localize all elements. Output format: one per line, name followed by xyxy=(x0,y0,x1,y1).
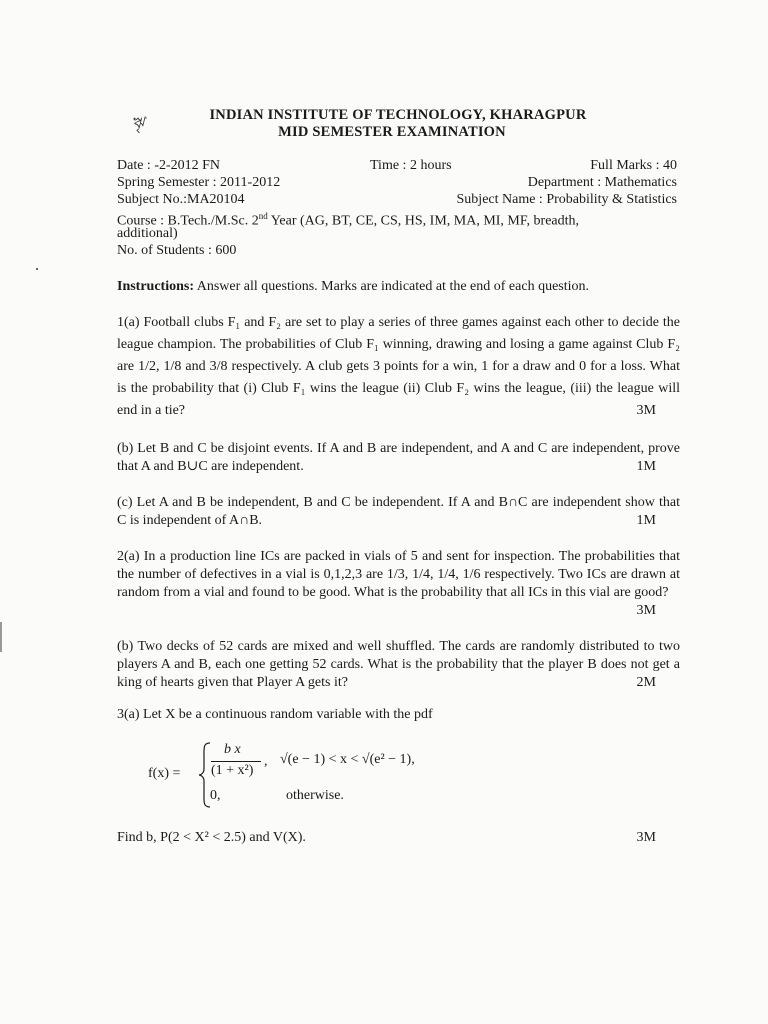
question-3a-find-text: Find b, P(2 < X² < 2.5) and V(X). xyxy=(117,830,306,845)
pdf-equation xyxy=(148,740,428,810)
instructions xyxy=(117,276,680,298)
subject-number: Subject No.:MA20104 xyxy=(117,192,245,207)
question-1b-marks: 1M xyxy=(636,459,656,474)
equation-lhs: f(x) = xyxy=(148,766,181,781)
scan-edge xyxy=(0,622,2,652)
question-1b xyxy=(117,440,680,476)
question-1c-marks: 1M xyxy=(636,513,656,528)
equation-otherwise: otherwise. xyxy=(286,788,344,803)
question-2a-text: 2(a) In a production line ICs are packed in vials of 5 and sent for inspection. The probabilities that the number of defectives in a vial is 0,1,2,3 are 1/3, 1/4, 1/4, 1/6 respectively. Two ICs are drawn at random from a vial and found to be good. What is the probability that all ICs in this vial are good? xyxy=(117,549,680,600)
question-3a: 3(a) Let X be a continuous random variable with the pdf xyxy=(117,707,433,722)
question-2a xyxy=(117,548,680,620)
scan-speck xyxy=(36,268,38,270)
question-1c xyxy=(117,494,680,530)
institute-title: INDIAN INSTITUTE OF TECHNOLOGY, KHARAGPUR xyxy=(209,107,587,123)
question-2b xyxy=(117,638,680,692)
course-continued: additional) xyxy=(117,226,178,241)
equation-condition: √(e − 1) < x < √(e² − 1), xyxy=(280,752,415,767)
exam-time: Time : 2 hours xyxy=(370,158,452,173)
handwritten-mark: ৠ xyxy=(131,115,145,132)
question-2a-marks: 3M xyxy=(636,603,656,618)
question-1c-text: (c) Let A and B be independent, B and C be independent. If A and B∩C are independent show that C is independent of A∩B. xyxy=(117,495,680,528)
question-2b-text: (b) Two decks of 52 cards are mixed and well shuffled. The cards are randomly distributed to two players A and B, each one getting 52 cards. What is the probability that the player B does not get a king of hearts given that Player A gets it? xyxy=(117,639,680,690)
instructions-label: Instructions: xyxy=(117,279,195,294)
question-1a-marks: 3M xyxy=(636,403,656,418)
course-sup: nd xyxy=(258,211,268,221)
question-1b-text: (b) Let B and C be disjoint events. If A and B are independent, and A and C are independent, prove that A and B∪C are independent. xyxy=(117,441,680,474)
course-years: Year (AG, BT, CE, CS, HS, IM, MA, MI, MF, breadth, xyxy=(267,213,580,229)
question-1a-text: 1(a) Football clubs F₁ and F₂ are set to play a series of three games against each other to decide the league champion. The probabilities of Club F₁ winning, drawing and losing a game against Club F₂ are 1/2, 1/8 and 3/8 respectively. A club gets 3 points for a win, 1 for a draw and 0 for a loss. What is the probability that (i) Club F₁ wins the league (ii) Club F₂ wins the league, (iii) the league will end in a tie? xyxy=(117,315,680,418)
equation-zero: 0, xyxy=(210,788,221,803)
question-3a-find xyxy=(117,830,680,846)
question-2b-marks: 2M xyxy=(636,675,656,690)
question-1a xyxy=(117,312,680,422)
semester: Spring Semester : 2011-2012 xyxy=(117,175,281,190)
equation-numerator: b x xyxy=(224,742,241,757)
exam-title: MID SEMESTER EXAMINATION xyxy=(278,124,506,140)
fraction-bar xyxy=(211,761,261,762)
instructions-text: Answer all questions. Marks are indicated at the end of each question. xyxy=(194,279,590,294)
exam-date: Date : -2-2012 FN xyxy=(117,158,221,173)
equation-denominator: (1 + x²) xyxy=(211,763,254,778)
course-prefix: Course : B.Tech./M.Sc. 2 xyxy=(117,213,259,229)
question-3a-marks: 3M xyxy=(636,830,656,845)
subject-name: Subject Name : Probability & Statistics xyxy=(456,192,677,207)
equation-comma: , xyxy=(264,754,268,769)
student-count: No. of Students : 600 xyxy=(117,243,237,258)
department: Department : Mathematics xyxy=(527,175,677,190)
full-marks: Full Marks : 40 xyxy=(590,158,677,173)
exam-meta xyxy=(117,157,677,259)
